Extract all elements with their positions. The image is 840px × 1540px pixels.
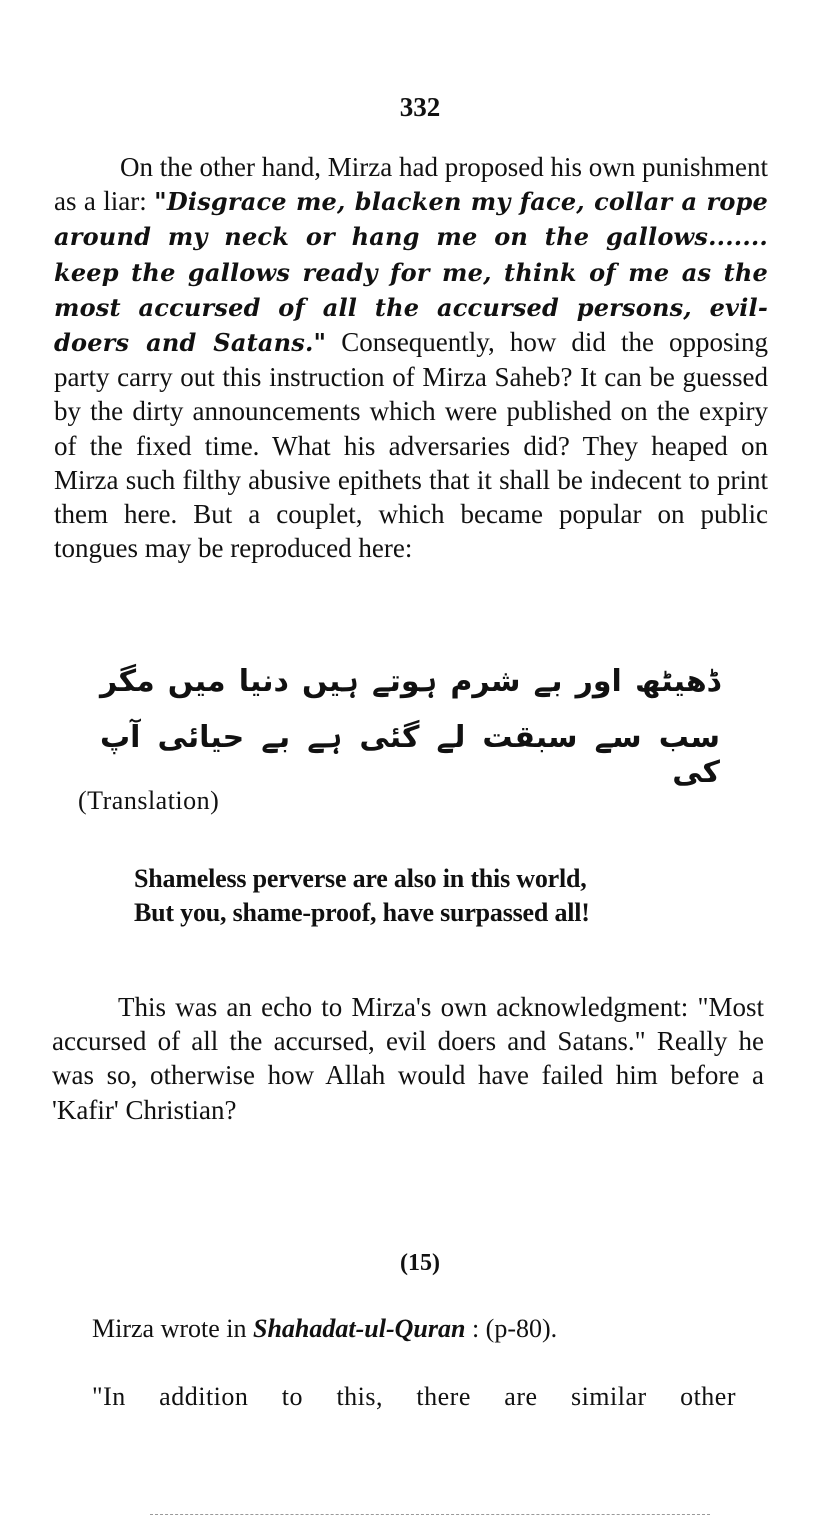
paragraph-quote-start: "In addition to this, there are similar other (92, 1382, 736, 1411)
translation-line-1: Shameless perverse are also in this world, (134, 864, 587, 893)
paragraph-mirza-punishment (54, 150, 768, 565)
paragraph1-text-end: Consequently, how did the opposing party carry out this instruction of Mirza Saheb? It can be guessed by the dirty announcements which were published on the expiry of the fixed time. What his adversaries did? They heaped on Mirza such filthy abusive epithets that it shall be indecent to print them here. But a couplet, which became popular on public tongues may be reproduced here: (54, 327, 768, 564)
paragraph1-text-start: On the other hand, Mirza had proposed his own punishment as a liar: (54, 152, 768, 217)
translation-label: (Translation) (78, 786, 220, 815)
paragraph-shahadat-citation (92, 1314, 557, 1344)
page-number: 332 (399, 92, 441, 122)
translation-line-2: But you, shame-proof, have surpassed all! (134, 898, 590, 927)
footer-rule (150, 1514, 710, 1515)
paragraph1-quote: "Disgrace me, blacken my face, collar a rope around my neck or hang me on the gallows....... keep the gallows ready for me, think of me as the most accursed of all the accursed persons, evil-doers and Satans." (54, 187, 768, 358)
paragraph-echo: This was an echo to Mirza's own acknowledgment: "Most accursed of all the accursed, evil doers and Satans." Really he was so, otherwise how Allah would have failed him before a 'Kafir' Christian? (52, 992, 764, 1125)
book-title: Shahadat-ul-Quran (253, 1314, 466, 1343)
urdu-couplet-line-2: سب سے سبقت لے گئی ہے بے حیائی آپ کی (100, 720, 720, 790)
section-number: (15) (400, 1250, 440, 1276)
urdu-couplet-line-1: ڈھیٹھ اور بے شرم ہوتے ہیں دنیا میں مگر (100, 664, 720, 699)
citation-suffix: : (p-80). (465, 1314, 558, 1343)
citation-prefix: Mirza wrote in (92, 1314, 254, 1343)
